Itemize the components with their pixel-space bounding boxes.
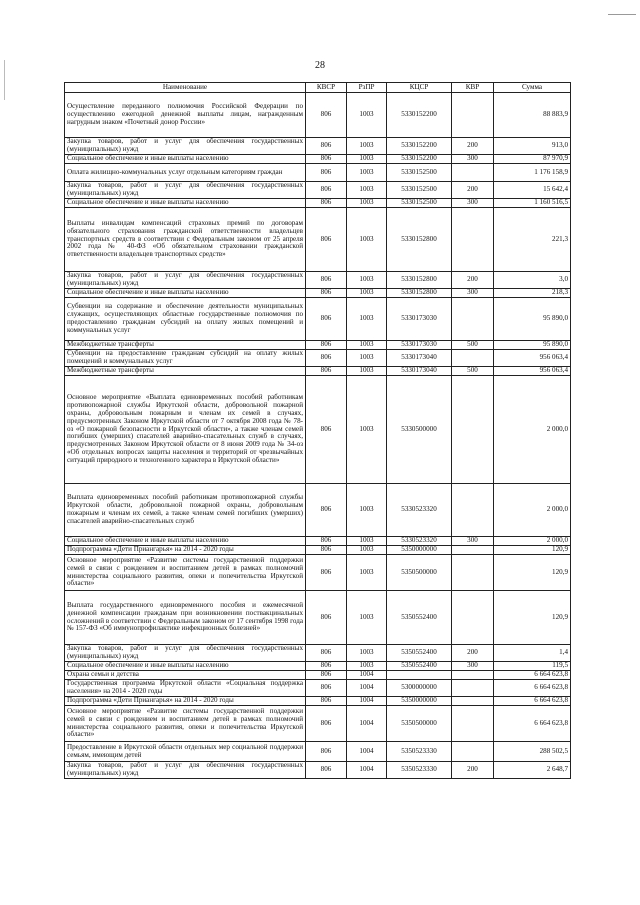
cell-kvr: 300 [452, 155, 494, 164]
cell-name: Осуществление переданного полномочия Российской Федерации по осуществлению ежегодной денежной выплаты лицам, награжденным нагрудным знаком «Почетный донор России» [65, 93, 306, 138]
header-sum: Сумма [494, 83, 571, 93]
cell-sum: 1,4 [494, 645, 571, 662]
cell-kvr [452, 555, 494, 591]
cell-kcsr: 5330152800 [387, 208, 452, 272]
cell-name: Подпрограмма «Дети Приангарья» на 2014 - 2020 годы [65, 697, 306, 706]
cell-sum: 218,3 [494, 289, 571, 298]
cell-kcsr: 5350000000 [387, 546, 452, 555]
cell-sum: 288 502,5 [494, 742, 571, 762]
cell-sum: 120,9 [494, 555, 571, 591]
cell-kcsr: 5330523320 [387, 537, 452, 546]
cell-rzpr: 1003 [347, 93, 387, 138]
cell-name: Закупка товаров, работ и услуг для обеспечения государственных (муниципальных) нужд [65, 138, 306, 155]
table-row [65, 680, 571, 697]
cell-rzpr: 1004 [347, 697, 387, 706]
cell-kvsr: 806 [306, 208, 347, 272]
table-row [65, 645, 571, 662]
cell-sum: 95 890,0 [494, 298, 571, 341]
cell-rzpr: 1003 [347, 645, 387, 662]
cell-sum: 95 890,0 [494, 341, 571, 350]
cell-sum: 120,9 [494, 591, 571, 645]
cell-sum: 87 970,9 [494, 155, 571, 164]
table-row [65, 350, 571, 367]
cell-sum: 6 664 623,8 [494, 680, 571, 697]
table-row [65, 93, 571, 138]
cell-kvr [452, 546, 494, 555]
cell-sum: 88 883,9 [494, 93, 571, 138]
cell-rzpr: 1003 [347, 555, 387, 591]
table-row [65, 155, 571, 164]
table-row [65, 537, 571, 546]
table-row [65, 484, 571, 537]
table-row [65, 272, 571, 289]
cell-rzpr: 1004 [347, 742, 387, 762]
table-row [65, 546, 571, 555]
cell-kvr [452, 671, 494, 680]
cell-rzpr: 1004 [347, 680, 387, 697]
cell-kvsr: 806 [306, 680, 347, 697]
cell-rzpr: 1003 [347, 341, 387, 350]
cell-kcsr: 5330152500 [387, 199, 452, 208]
cell-kvsr: 806 [306, 546, 347, 555]
table-row [65, 762, 571, 779]
cell-rzpr: 1003 [347, 182, 387, 199]
cell-kcsr: 5330152200 [387, 155, 452, 164]
cell-kvsr: 806 [306, 272, 347, 289]
cell-sum: 6 664 623,8 [494, 671, 571, 680]
table-row [65, 298, 571, 341]
cell-name: Социальное обеспечение и иные выплаты населению [65, 537, 306, 546]
table-row [65, 662, 571, 671]
cell-name: Закупка товаров, работ и услуг для обеспечения государственных (муниципальных) нужд [65, 645, 306, 662]
cell-name: Закупка товаров, работ и услуг для обеспечения государственных (муниципальных) нужд [65, 762, 306, 779]
table-row [65, 289, 571, 298]
cell-rzpr: 1003 [347, 350, 387, 367]
cell-kvr [452, 484, 494, 537]
cell-kvr [452, 350, 494, 367]
cell-rzpr: 1003 [347, 298, 387, 341]
cell-sum: 2 000,0 [494, 537, 571, 546]
table-row [65, 671, 571, 680]
header-name: Наименование [65, 83, 306, 93]
cell-kcsr: 5330152500 [387, 182, 452, 199]
cell-name: Основное мероприятие «Выплата единовременных пособий работникам противопожарной службы Иркутской области, добровольной пожарной охраны, добровольным пожарным и членам их семей в случаях, предусмотренных Законом Иркутской области от 7 октября 2008 года № 78-оз «О пожарной безопасности в Иркутской области», а также членам семей погибших (умерших) спасателей аварийно-спасательных служб в случаях, предусмотренных Законом Иркутской области от 8 июня 2009 года № 34-оз «Об отдельных вопросах защиты населения и территорий от чрезвычайных ситуаций природного и техногенного характера в Иркутской области» [65, 376, 306, 484]
cell-name: Предоставление в Иркутской области отдельных мер социальной поддержки семьям, имеющим детей [65, 742, 306, 762]
cell-kvsr: 806 [306, 376, 347, 484]
cell-kvsr: 806 [306, 591, 347, 645]
cell-kvr [452, 164, 494, 182]
table-row [65, 138, 571, 155]
cell-name: Государственная программа Иркутской области «Социальная поддержка населения» на 2014 - 2020 годы [65, 680, 306, 697]
cell-kvr [452, 742, 494, 762]
cell-kvsr: 806 [306, 662, 347, 671]
cell-kvsr: 806 [306, 93, 347, 138]
table-row [65, 182, 571, 199]
cell-kvsr: 806 [306, 341, 347, 350]
cell-sum: 2 000,0 [494, 484, 571, 537]
cell-kcsr: 5330173030 [387, 341, 452, 350]
table-row [65, 164, 571, 182]
table-row [65, 208, 571, 272]
cell-name: Подпрограмма «Дети Приангарья» на 2014 - 2020 годы [65, 546, 306, 555]
cell-kvsr: 806 [306, 671, 347, 680]
cell-kcsr [387, 671, 452, 680]
cell-sum: 15 642,4 [494, 182, 571, 199]
cell-kvsr: 806 [306, 742, 347, 762]
header-kcsr: КЦСР [387, 83, 452, 93]
cell-kvr: 500 [452, 367, 494, 376]
table-row [65, 555, 571, 591]
cell-kvsr: 806 [306, 182, 347, 199]
cell-kvr [452, 208, 494, 272]
cell-kvr: 200 [452, 762, 494, 779]
cell-sum: 2 648,7 [494, 762, 571, 779]
cell-kcsr: 5330523320 [387, 484, 452, 537]
cell-kvsr: 806 [306, 199, 347, 208]
cell-kcsr: 5330173030 [387, 298, 452, 341]
cell-rzpr: 1003 [347, 155, 387, 164]
header-kvsr: КВСР [306, 83, 347, 93]
table-row [65, 742, 571, 762]
cell-kvr [452, 376, 494, 484]
cell-rzpr: 1003 [347, 591, 387, 645]
cell-rzpr: 1003 [347, 199, 387, 208]
cell-kvr: 300 [452, 199, 494, 208]
cell-sum: 6 664 623,8 [494, 706, 571, 742]
cell-rzpr: 1004 [347, 671, 387, 680]
header-kvr: КВР [452, 83, 494, 93]
table-row [65, 367, 571, 376]
cell-name: Основное мероприятие «Развитие системы государственной поддержки семей в связи с рождением и воспитанием детей в рамках полномочий министерства социального развития, опеки и попечительства Иркутской области» [65, 706, 306, 742]
cell-kvr [452, 706, 494, 742]
cell-name: Закупка товаров, работ и услуг для обеспечения государственных (муниципальных) нужд [65, 272, 306, 289]
cell-sum: 119,5 [494, 662, 571, 671]
cell-kvr [452, 591, 494, 645]
cell-kvsr: 806 [306, 537, 347, 546]
cell-name: Субвенции на предоставление гражданам субсидий на оплату жилых помещений и коммунальных услуг [65, 350, 306, 367]
cell-sum: 1 176 158,9 [494, 164, 571, 182]
cell-kcsr: 5330152800 [387, 272, 452, 289]
cell-kcsr: 5350523330 [387, 762, 452, 779]
cell-kcsr: 5350552400 [387, 645, 452, 662]
cell-kcsr: 5330152800 [387, 289, 452, 298]
cell-rzpr: 1003 [347, 138, 387, 155]
cell-rzpr: 1003 [347, 537, 387, 546]
cell-sum: 6 664 623,8 [494, 697, 571, 706]
cell-name: Социальное обеспечение и иные выплаты населению [65, 199, 306, 208]
table-row [65, 591, 571, 645]
cell-name: Оплата жилищно-коммунальных услуг отдельным категориям граждан [65, 164, 306, 182]
cell-kcsr: 5300000000 [387, 680, 452, 697]
cell-kcsr: 5350000000 [387, 697, 452, 706]
table-row [65, 706, 571, 742]
cell-kvsr: 806 [306, 289, 347, 298]
cell-name: Охрана семьи и детства [65, 671, 306, 680]
cell-kvr: 200 [452, 182, 494, 199]
cell-kcsr: 5350552400 [387, 591, 452, 645]
cell-name: Выплата единовременных пособий работникам противопожарной службы Иркутской области, добровольной пожарной охраны, добровольным пожарным и членам их семей, а также членам семей погибших (умерших) спасателей аварийно-спасательных служб [65, 484, 306, 537]
cell-kvsr: 806 [306, 762, 347, 779]
cell-name: Выплата государственного единовременного пособия и ежемесячной денежной компенсации гражданам при возникновении поствакцинальных осложнений в соответствии с Федеральным законом от 17 сентября 1998 года № 157-ФЗ «Об иммунопрофилактике инфекционных болезней» [65, 591, 306, 645]
cell-name: Социальное обеспечение и иные выплаты населению [65, 289, 306, 298]
cell-kvr [452, 298, 494, 341]
cell-name: Закупка товаров, работ и услуг для обеспечения государственных (муниципальных) нужд [65, 182, 306, 199]
header-rzpr: РзПР [347, 83, 387, 93]
cell-sum: 3,0 [494, 272, 571, 289]
cell-kcsr: 5330173040 [387, 367, 452, 376]
cell-name: Выплаты инвалидам компенсаций страховых премий по договорам обязательного страхования гражданской ответственности владельцев транспортных средств в соответствии с Федеральным законом от 25 апреля 2002 года № 40-ФЗ «Об обязательном страховании гражданской ответственности владельцев транспортных средств» [65, 208, 306, 272]
cell-kvsr: 806 [306, 138, 347, 155]
cell-name: Межбюджетные трансферты [65, 341, 306, 350]
table-body [65, 93, 571, 779]
cell-sum: 956 063,4 [494, 350, 571, 367]
cell-rzpr: 1003 [347, 662, 387, 671]
cell-sum: 120,9 [494, 546, 571, 555]
cell-kcsr: 5330152200 [387, 138, 452, 155]
scan-mark-top-right [608, 14, 636, 15]
cell-kcsr: 5350500000 [387, 706, 452, 742]
cell-kvsr: 806 [306, 350, 347, 367]
cell-kvr: 300 [452, 289, 494, 298]
cell-kcsr: 5330500000 [387, 376, 452, 484]
cell-kvr [452, 93, 494, 138]
table-row [65, 199, 571, 208]
cell-rzpr: 1003 [347, 484, 387, 537]
cell-sum: 2 000,0 [494, 376, 571, 484]
cell-kvr [452, 697, 494, 706]
cell-rzpr: 1003 [347, 546, 387, 555]
cell-name: Социальное обеспечение и иные выплаты населению [65, 155, 306, 164]
cell-kvr: 200 [452, 645, 494, 662]
cell-rzpr: 1003 [347, 289, 387, 298]
cell-kvsr: 806 [306, 555, 347, 591]
cell-kvsr: 806 [306, 164, 347, 182]
table-row [65, 341, 571, 350]
cell-kvr: 500 [452, 341, 494, 350]
cell-kvr [452, 680, 494, 697]
cell-kvsr: 806 [306, 484, 347, 537]
cell-kvr: 300 [452, 537, 494, 546]
cell-kvsr: 806 [306, 298, 347, 341]
cell-kcsr: 5350523330 [387, 742, 452, 762]
cell-kvr: 200 [452, 138, 494, 155]
cell-kcsr: 5330152500 [387, 164, 452, 182]
cell-rzpr: 1003 [347, 367, 387, 376]
cell-rzpr: 1003 [347, 164, 387, 182]
cell-name: Социальное обеспечение и иные выплаты населению [65, 662, 306, 671]
cell-kvsr: 806 [306, 645, 347, 662]
cell-kcsr: 5350552400 [387, 662, 452, 671]
cell-name: Субвенции на содержание и обеспечение деятельности муниципальных служащих, осуществляющих областные государственные полномочия по предоставлению гражданам субсидий на оплату жилых помещений и коммунальных услуг [65, 298, 306, 341]
cell-sum: 913,0 [494, 138, 571, 155]
cell-sum: 221,3 [494, 208, 571, 272]
cell-kcsr: 5330173040 [387, 350, 452, 367]
cell-kvr: 200 [452, 272, 494, 289]
cell-kcsr: 5350500000 [387, 555, 452, 591]
cell-kcsr: 5330152200 [387, 93, 452, 138]
cell-rzpr: 1003 [347, 272, 387, 289]
cell-kvr: 300 [452, 662, 494, 671]
cell-rzpr: 1003 [347, 208, 387, 272]
cell-sum: 956 063,4 [494, 367, 571, 376]
cell-kvsr: 806 [306, 155, 347, 164]
page-number: 28 [315, 60, 325, 71]
table-row [65, 697, 571, 706]
cell-rzpr: 1003 [347, 376, 387, 484]
cell-kvsr: 806 [306, 697, 347, 706]
cell-sum: 1 160 516,5 [494, 199, 571, 208]
cell-kvsr: 806 [306, 367, 347, 376]
budget-table [64, 82, 571, 779]
cell-name: Межбюджетные трансферты [65, 367, 306, 376]
cell-kvsr: 806 [306, 706, 347, 742]
cell-name: Основное мероприятие «Развитие системы государственной поддержки семей в связи с рождением и воспитанием детей в рамках полномочий министерства социального развития, опеки и попечительства Иркутской области» [65, 555, 306, 591]
table-row [65, 376, 571, 484]
cell-rzpr: 1004 [347, 762, 387, 779]
table-header-row [65, 83, 571, 93]
cell-rzpr: 1004 [347, 706, 387, 742]
